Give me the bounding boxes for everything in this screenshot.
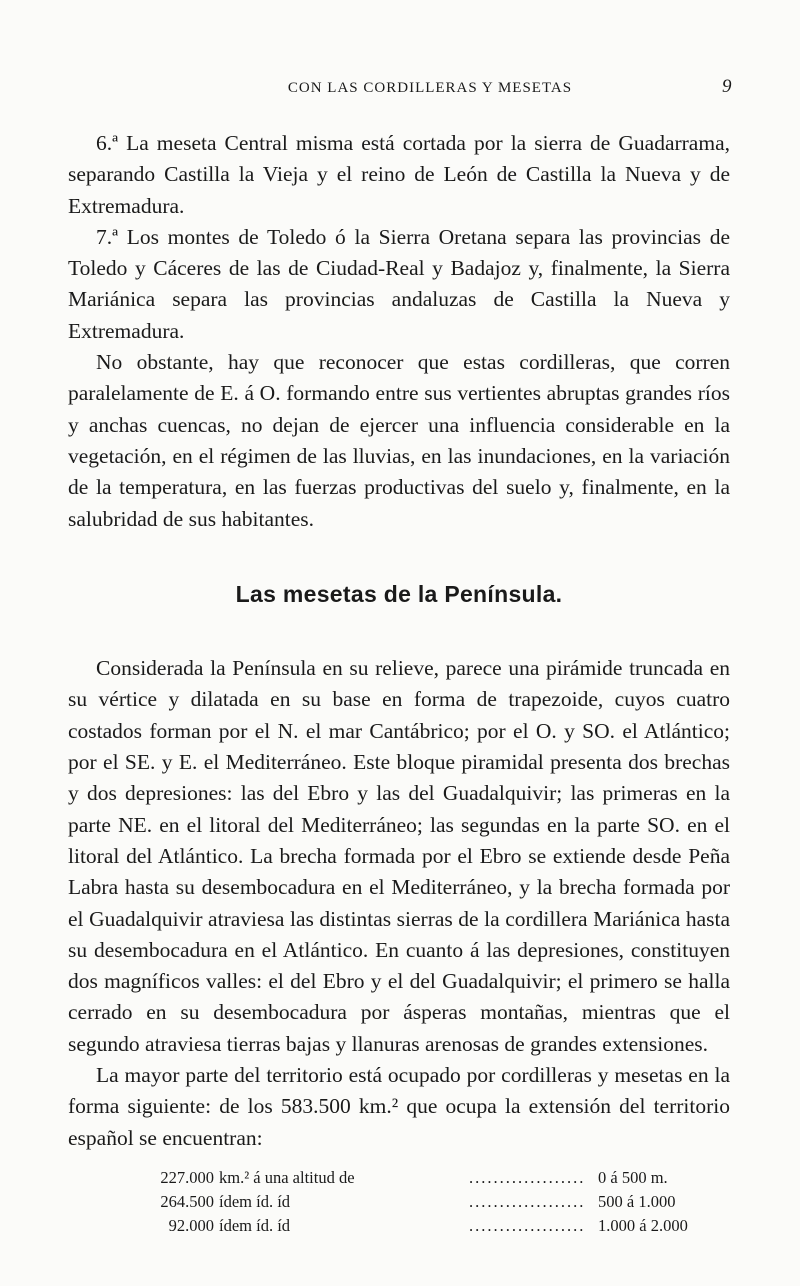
page-number: 9 — [722, 76, 732, 97]
table-row — [128, 1190, 698, 1214]
table-desc: ídem íd. íd — [219, 1191, 291, 1211]
running-header: CON LAS CORDILLERAS Y MESETAS — [287, 80, 573, 96]
table-row — [128, 1166, 698, 1190]
leader-dots — [469, 1214, 584, 1238]
table-area: 227.000 — [160, 1167, 214, 1187]
leader-dots — [469, 1190, 584, 1214]
paragraph-no-obstante: No obstante, hay que reconocer que estas cordilleras, que corren paralelamente de E. á O. formando entre sus vertientes abruptas grandes ríos y anchas cuencas, no dejan de ejercer una influencia considerable en la vegetación, en el régimen de las lluvias, en las inundaciones, en la variación de la temperatura, en las fuerzas productivas del suelo y, finalmente, en la salubridad de sus habitantes. — [68, 350, 730, 531]
leader-dots — [469, 1166, 584, 1190]
paragraph-considerada: Considerada la Península en su relieve, parece una pirámide truncada en su vértice y dilatada en su base en forma de trapezoide, cuyos cuatro costados forman por el N. el mar Cantábrico; por el O. y SO. el Atlántico; por el SE. y E. el Mediterráneo. Este bloque piramidal presenta dos brechas y dos depresiones: las del Ebro y las del Guadalquivir; las primeras en la parte NE. en el litoral del Mediterráneo; las segundas en la parte SO. en el litoral del Atlántico. La brecha formada por el Ebro se extiende desde Peña Labra hasta su desembocadura en el Mediterráneo, y la brecha formada por el Guadalquivir atraviesa las distintas sierras de la cordillera Mariánica hasta su desembocadura en el Atlántico. En cuanto á las depresiones, constituyen dos magníficos valles: el del Ebro y el del Guadalquivir; el primero se halla cerrado en su desembocadura por ásperas montañas, mientras que el segundo atraviesa tierras bajas y llanuras arenosas de grandes extensiones. — [68, 656, 730, 1056]
page-body — [68, 128, 730, 1238]
paragraph-item-7: 7.ª Los montes de Toledo ó la Sierra Oretana separa las provincias de Toledo y Cáceres de las de Ciudad-Real y Badajoz y, finalmente, la Sierra Mariánica separa las provincias andaluzas de Castilla la Nueva y Extremadura. — [68, 224, 730, 343]
table-range: 1.000 á 2.000 — [598, 1215, 688, 1235]
table-desc: ídem íd. íd — [219, 1215, 291, 1235]
table-desc: km.² á una altitud de — [219, 1167, 355, 1187]
paragraph-item-6: 6.ª La meseta Central misma está cortada por la sierra de Guadarrama, separando Castilla la Vieja y el reino de León de Castilla la Nueva y de Extremadura. — [68, 131, 730, 218]
table-row — [128, 1214, 698, 1238]
table-area: 92.000 — [168, 1215, 214, 1235]
paragraph-la-mayor-parte: La mayor parte del territorio está ocupado por cordilleras y mesetas en la forma siguiente: de los 583.500 km.² que ocupa la extensión del territorio español se encuentran: — [68, 1063, 730, 1150]
altitude-table — [68, 1166, 698, 1238]
table-area: 264.500 — [160, 1191, 214, 1211]
section-heading: Las mesetas de la Península. — [235, 580, 563, 607]
table-range: 500 á 1.000 — [598, 1191, 676, 1211]
table-range: 0 á 500 m. — [598, 1167, 668, 1187]
